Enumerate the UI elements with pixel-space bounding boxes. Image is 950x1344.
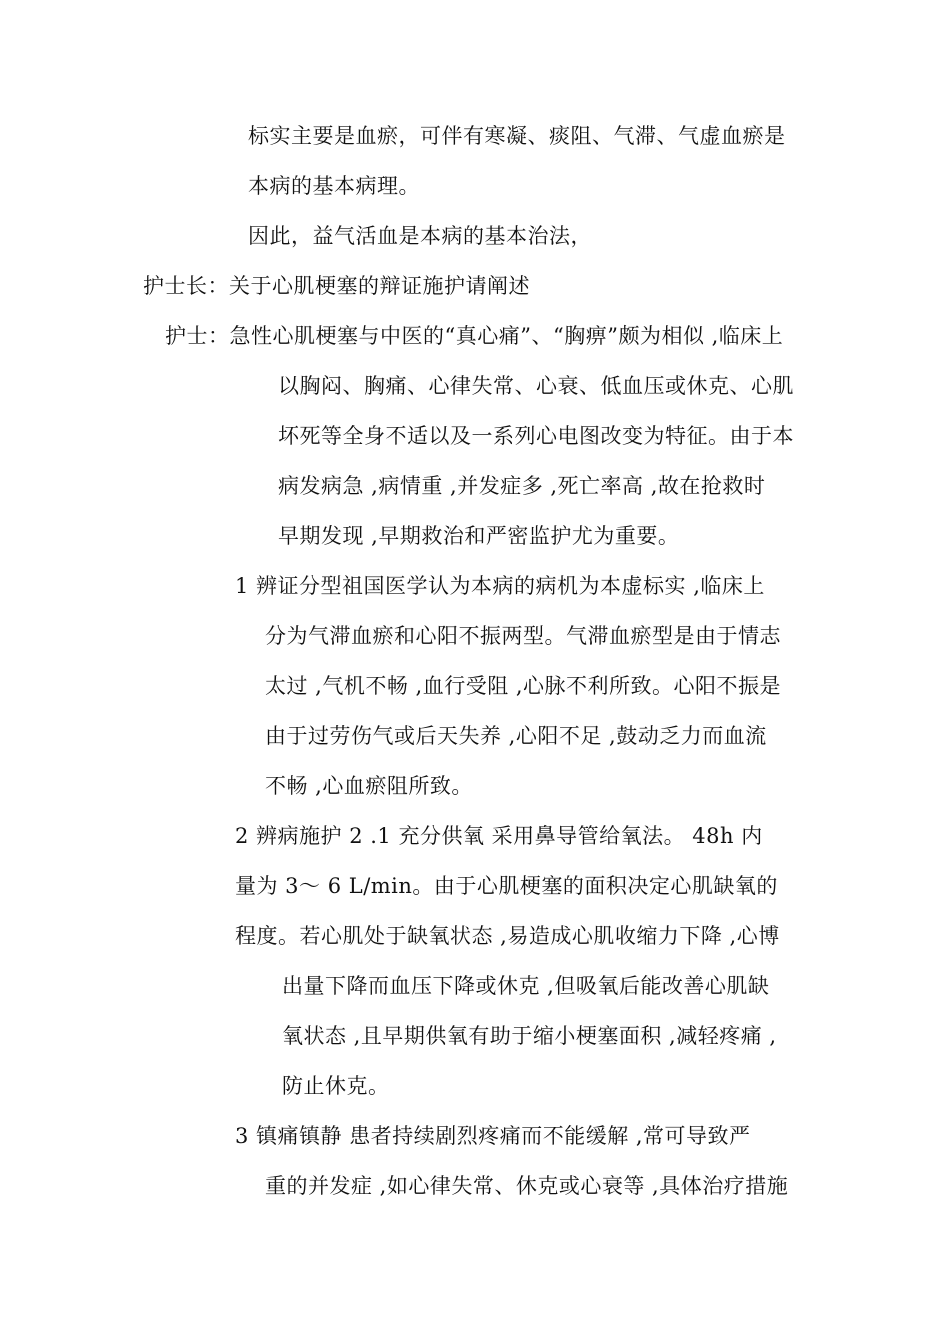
text-line: 重的并发症 ,如心律失常、休克或心衰等 ,具体治疗措施 — [265, 1174, 789, 1198]
text-line: 3 镇痛镇静 患者持续剧烈疼痛而不能缓解 ,常可导致严 — [235, 1124, 751, 1148]
text-line: 坏死等全身不适以及一系列心电图改变为特征。由于本 — [278, 424, 794, 448]
text-line: 防止休克。 — [282, 1074, 390, 1098]
text-line: 护士：急性心肌梗塞与中医的“真心痛”、“胸痹”颇为相似 ,临床上 — [165, 324, 784, 348]
text-line: 不畅 ,心血瘀阻所致。 — [265, 774, 473, 798]
text-line: 以胸闷、胸痛、心律失常、心衰、低血压或休克、心肌 — [278, 374, 794, 398]
text-line: 2 辨病施护 2 .1 充分供氧 采用鼻导管给氧法。 48h 内 — [235, 824, 763, 848]
text-line: 分为气滞血瘀和心阳不振两型。气滞血瘀型是由于情志 — [265, 624, 781, 648]
text-line: 标实主要是血瘀，可伴有寒凝、痰阻、气滞、气虚血瘀是 — [248, 124, 786, 148]
text-line: 太过 ,气机不畅 ,血行受阻 ,心脉不利所致。心阳不振是 — [265, 674, 782, 698]
text-line: 1 辨证分型祖国医学认为本病的病机为本虚标实 ,临床上 — [235, 574, 765, 598]
text-line: 氧状态 ,且早期供氧有助于缩小梗塞面积 ,减轻疼痛 , — [282, 1024, 777, 1048]
text-line: 由于过劳伤气或后天失养 ,心阳不足 ,鼓动乏力而血流 — [265, 724, 767, 748]
text-line: 出量下降而血压下降或休克 ,但吸氧后能改善心肌缺 — [282, 974, 770, 998]
text-line: 因此，益气活血是本病的基本治法， — [248, 224, 592, 248]
text-line: 病发病急 ,病情重 ,并发症多 ,死亡率高 ,故在抢救时 — [278, 474, 766, 498]
text-line: 量为 3～ 6 L/min。由于心肌梗塞的面积决定心肌缺氧的 — [235, 874, 778, 898]
text-line: 护士长：关于心肌梗塞的辩证施护请阐述 — [143, 274, 530, 298]
text-line: 程度。若心肌处于缺氧状态 ,易造成心肌收缩力下降 ,心博 — [235, 924, 780, 948]
text-line: 本病的基本病理。 — [248, 174, 420, 198]
text-line: 早期发现 ,早期救治和严密监护尤为重要。 — [278, 524, 680, 548]
